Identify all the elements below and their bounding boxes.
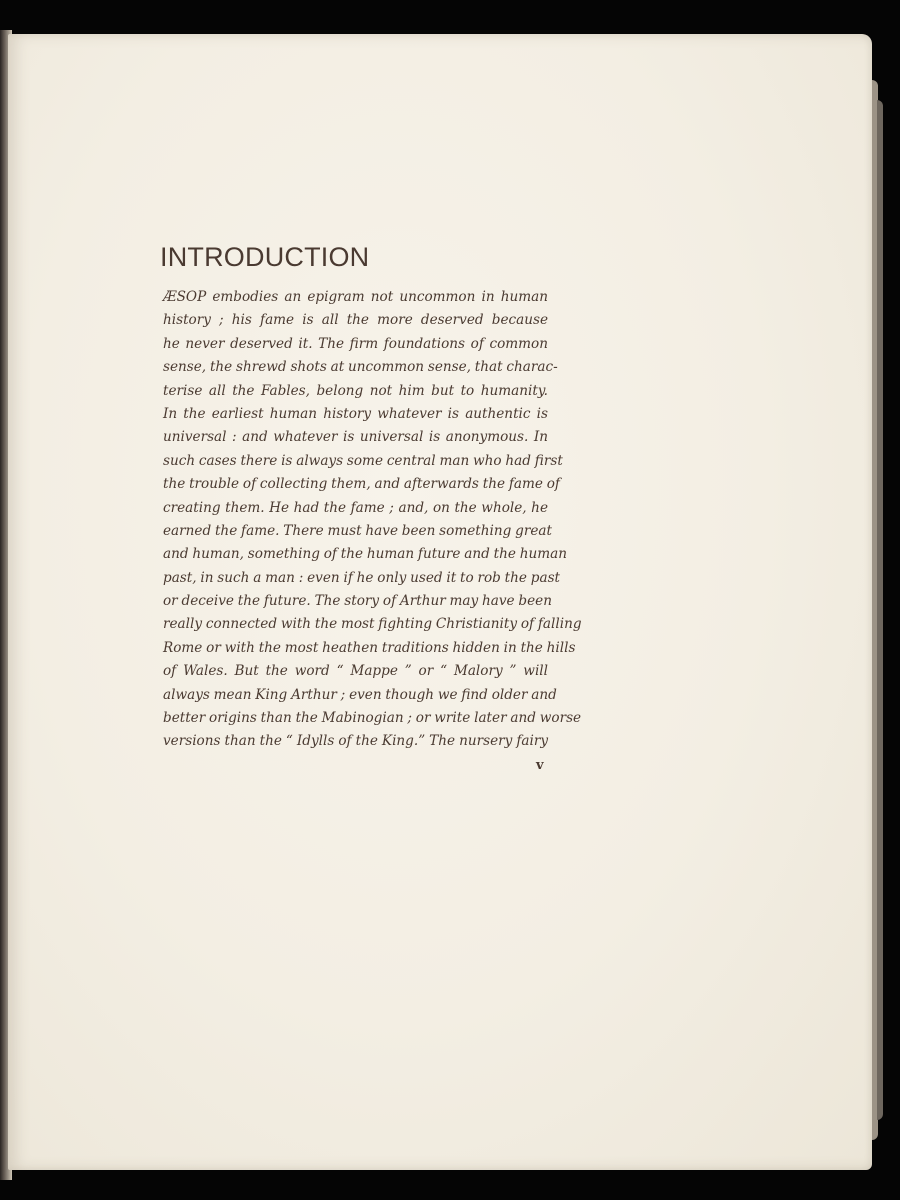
text-line: creating them. He had the fame ; and, on the whole, he	[163, 499, 548, 516]
text-line: of Wales. But the word “ Mappe ” or “ Malory ” will	[163, 663, 548, 680]
text-line: history ; his fame is all the more deserved because	[163, 312, 548, 329]
body-paragraph	[163, 286, 582, 754]
text-line: Rome or with the most heathen traditions hidden in the hills	[163, 639, 576, 656]
text-line: such cases there is always some central man who had first	[163, 452, 563, 469]
text-line: always mean King Arthur ; even though we find older and	[163, 686, 557, 703]
text-line: In the earliest human history whatever is authentic is	[163, 405, 548, 422]
text-line: terise all the Fables, belong not him but to humanity.	[163, 382, 548, 399]
text-line: really connected with the most fighting Christianity of falling	[163, 616, 582, 633]
chapter-heading: INTRODUCTION	[160, 242, 370, 272]
text-line: ÆSOP embodies an epigram not uncommon in human	[163, 289, 548, 305]
text-line: versions than the “ Idylls of the King.” The nursery fairy	[163, 733, 548, 750]
text-line: and human, something of the human future and the human	[163, 546, 568, 563]
text-line: sense, the shrewd shots at uncommon sense, that charac-	[163, 359, 558, 376]
text-line: the trouble of collecting them, and afterwards the fame of	[163, 476, 560, 493]
text-line: past, in such a man : even if he only used it to rob the past	[163, 569, 561, 586]
page-number: v	[536, 758, 544, 773]
text-line: universal : and whatever is universal is anonymous. In	[163, 429, 548, 446]
text-line: earned the fame. There must have been something great	[163, 522, 552, 539]
text-line: he never deserved it. The firm foundations of common	[163, 335, 548, 352]
text-line: or deceive the future. The story of Arthur may have been	[163, 593, 552, 610]
page-edge	[877, 100, 883, 1120]
book-page	[8, 34, 872, 1170]
text-line: better origins than the Mabinogian ; or write later and worse	[163, 710, 582, 727]
